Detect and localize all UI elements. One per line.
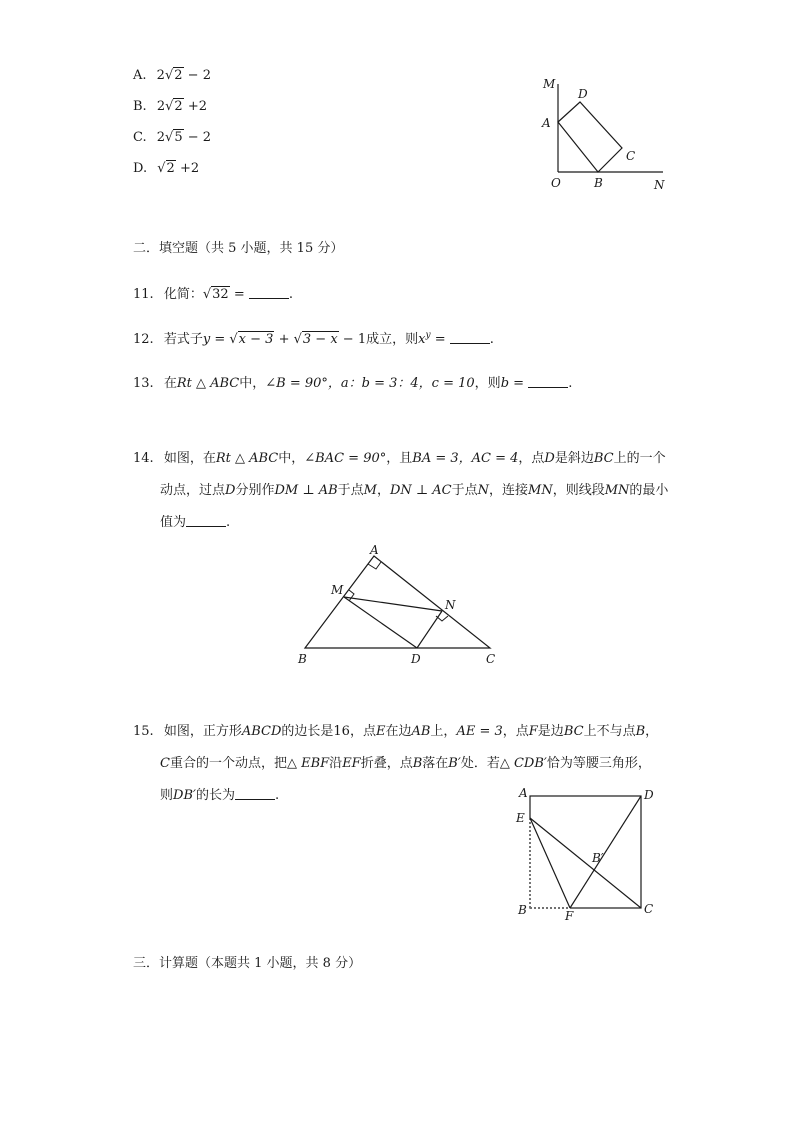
question-text: 沿 bbox=[329, 756, 343, 771]
question-text: 上的一个 bbox=[613, 451, 666, 466]
radicand: x − 3 bbox=[238, 332, 274, 347]
question-number: 11. bbox=[133, 287, 154, 302]
question-text: 是斜边 bbox=[554, 451, 594, 466]
math-expr: Rt △ ABC bbox=[215, 451, 279, 466]
section-2-title: 二．填空题（共 5 小题，共 15 分） bbox=[133, 241, 344, 256]
question-text: 落在 bbox=[422, 756, 449, 771]
radicand: 3 − x bbox=[302, 332, 338, 347]
sqrt-sign: √2 bbox=[164, 68, 183, 83]
question-14-line-2 bbox=[160, 479, 668, 498]
label-d: D bbox=[578, 87, 588, 101]
question-15-line-2 bbox=[160, 752, 651, 771]
answer-blank[interactable] bbox=[450, 331, 490, 344]
math-expr: ∠BAC = 90° bbox=[304, 451, 387, 466]
question-text: 中， bbox=[239, 376, 266, 391]
question-number: 15. bbox=[133, 724, 154, 739]
sqrt-sign: √32 bbox=[202, 287, 229, 302]
math-expr: BC bbox=[593, 451, 614, 466]
label-o: O bbox=[551, 176, 561, 190]
plus: + bbox=[274, 332, 294, 347]
option-d bbox=[133, 161, 199, 176]
figure-q14 bbox=[290, 542, 510, 672]
math-term: − 1 bbox=[338, 332, 367, 347]
question-text: 在 bbox=[163, 376, 177, 391]
label-c: C bbox=[644, 902, 654, 916]
segment-fd bbox=[570, 796, 641, 908]
question-text: 于点 bbox=[337, 483, 364, 498]
label-m: M bbox=[543, 77, 556, 91]
right-angle-a bbox=[368, 562, 381, 569]
math-expr: AE = 3 bbox=[456, 724, 503, 739]
sqrt-sign: √5 bbox=[165, 130, 183, 145]
radicand: 32 bbox=[212, 287, 229, 302]
label-a: A bbox=[519, 786, 528, 800]
option-rest: +2 bbox=[175, 161, 200, 176]
question-text: 处．若 bbox=[460, 756, 500, 771]
question-number: 14. bbox=[133, 451, 154, 466]
answer-blank[interactable] bbox=[235, 787, 275, 800]
segment-ef bbox=[530, 818, 570, 908]
label-a: A bbox=[542, 116, 551, 130]
label-c: C bbox=[486, 652, 496, 666]
question-text: ，则 bbox=[474, 376, 501, 391]
label-b-prime: B′ bbox=[592, 851, 604, 865]
right-angle-m bbox=[349, 590, 354, 601]
question-text: 的边长是16，点 bbox=[281, 724, 376, 739]
question-text: 成立，则 bbox=[366, 332, 419, 347]
question-11 bbox=[133, 283, 293, 302]
equals: = bbox=[430, 332, 450, 347]
period: . bbox=[226, 515, 231, 530]
math-expr: Rt △ ABC bbox=[176, 376, 240, 391]
label-e: E bbox=[516, 811, 525, 825]
question-text: ， bbox=[645, 724, 659, 739]
answer-blank[interactable] bbox=[249, 286, 289, 299]
math-expr: BC bbox=[563, 724, 584, 739]
option-rest: − 2 bbox=[183, 130, 212, 145]
math-var: y bbox=[202, 332, 211, 347]
option-rest: +2 bbox=[183, 99, 207, 114]
question-text: 中， bbox=[278, 451, 305, 466]
option-a bbox=[133, 68, 211, 83]
question-text: 是边 bbox=[537, 724, 564, 739]
question-text: 值为 bbox=[160, 515, 187, 530]
period: . bbox=[274, 788, 280, 803]
label-b: B bbox=[298, 652, 307, 666]
sqrt-sign: √2 bbox=[157, 161, 175, 176]
label-m: M bbox=[331, 583, 344, 597]
question-15-line-3 bbox=[160, 784, 279, 803]
option-radicand: 2 bbox=[166, 161, 175, 176]
question-text: 上不与点 bbox=[583, 724, 636, 739]
math-expr: DB′ bbox=[173, 788, 196, 803]
math-expr: EF bbox=[342, 756, 361, 771]
question-text: ，连接 bbox=[489, 483, 529, 498]
math-expr: B′ bbox=[448, 756, 461, 771]
math-expr: D bbox=[544, 451, 555, 466]
question-text: 分别作 bbox=[235, 483, 275, 498]
segment-mn bbox=[344, 597, 442, 611]
math-expr: D bbox=[225, 483, 236, 498]
math-expr: BA = 3，AC = 4 bbox=[412, 451, 519, 466]
period: . bbox=[568, 376, 573, 391]
answer-blank[interactable] bbox=[186, 514, 226, 527]
math-expr: MN bbox=[528, 483, 553, 498]
question-text: ，点 bbox=[502, 724, 529, 739]
question-text: 恰为等腰三角形， bbox=[546, 756, 651, 771]
question-text: 如图，正方形 bbox=[163, 724, 242, 739]
math-expr: DM ⊥ AB bbox=[274, 483, 338, 498]
option-c bbox=[133, 130, 211, 145]
label-a: A bbox=[370, 543, 379, 557]
sqrt-sign: √x − 3 bbox=[229, 332, 274, 347]
question-text: 若式子 bbox=[163, 332, 203, 347]
equals: = bbox=[210, 332, 230, 347]
question-text: 的最小 bbox=[629, 483, 669, 498]
question-text: 重合的一个动点，把 bbox=[169, 756, 287, 771]
math-expr: DN ⊥ AC bbox=[389, 483, 452, 498]
question-number: 13. bbox=[133, 376, 154, 391]
math-expr: C bbox=[160, 756, 170, 771]
sqrt-sign: √3 − x bbox=[293, 332, 338, 347]
segment-dm bbox=[344, 597, 417, 648]
math-expr: N bbox=[477, 483, 489, 498]
math-expr: △ CDB′ bbox=[499, 756, 547, 771]
option-radicand: 2 bbox=[174, 68, 183, 83]
math-expr: △ EBF bbox=[286, 756, 330, 771]
question-14-line-3 bbox=[160, 511, 230, 530]
math-expr: M bbox=[363, 483, 377, 498]
math-expr: F bbox=[528, 724, 538, 739]
option-label: C. bbox=[133, 130, 147, 145]
question-text: ，点 bbox=[518, 451, 545, 466]
label-n: N bbox=[445, 598, 456, 612]
math-expr: E bbox=[375, 724, 386, 739]
question-text: 如图，在 bbox=[163, 451, 216, 466]
option-rest: − 2 bbox=[183, 68, 211, 83]
period: . bbox=[288, 287, 293, 302]
question-text: ，且 bbox=[386, 451, 413, 466]
option-label: D. bbox=[133, 161, 148, 176]
option-radicand: 5 bbox=[174, 130, 183, 145]
figure-q10 bbox=[530, 72, 680, 197]
label-d: D bbox=[644, 788, 654, 802]
math-expr: B bbox=[635, 724, 646, 739]
math-expr: MN bbox=[604, 483, 630, 498]
question-text: 于点 bbox=[451, 483, 478, 498]
question-text: 化简： bbox=[163, 287, 203, 302]
label-n: N bbox=[654, 178, 665, 192]
equals: = bbox=[229, 287, 245, 302]
question-text: 折叠，点 bbox=[360, 756, 413, 771]
question-text: 则 bbox=[160, 788, 174, 803]
math-expr: AB bbox=[411, 724, 431, 739]
section-3-title: 三．计算题（本题共 1 小题，共 8 分） bbox=[133, 956, 362, 971]
rectangle-abcd bbox=[558, 102, 622, 172]
label-c: C bbox=[626, 149, 636, 163]
option-coef: 2 bbox=[156, 68, 165, 83]
option-coef: 2 bbox=[156, 99, 166, 114]
option-coef: 2 bbox=[156, 130, 166, 145]
question-text: 的长为 bbox=[195, 788, 235, 803]
label-d: D bbox=[411, 652, 421, 666]
option-b bbox=[133, 99, 207, 114]
math-expr: b = bbox=[500, 376, 525, 391]
question-12 bbox=[133, 328, 494, 347]
segment-eb-prime-c bbox=[530, 818, 641, 908]
question-text: 在边 bbox=[385, 724, 412, 739]
math-expr: ABCD bbox=[241, 724, 282, 739]
label-b: B bbox=[594, 176, 603, 190]
figure-q15 bbox=[508, 782, 658, 927]
option-label: B. bbox=[133, 99, 147, 114]
option-radicand: 2 bbox=[174, 99, 183, 114]
period: . bbox=[489, 332, 494, 347]
question-number: 12. bbox=[133, 332, 154, 347]
math-expr: ∠B = 90°，a：b = 3：4，c = 10 bbox=[265, 376, 475, 391]
answer-blank[interactable] bbox=[528, 375, 568, 388]
option-label: A. bbox=[133, 68, 147, 83]
math-var: x bbox=[418, 332, 426, 347]
label-f: F bbox=[565, 909, 574, 923]
math-expr: B bbox=[412, 756, 423, 771]
question-text: ，则线段 bbox=[552, 483, 605, 498]
square-abcd bbox=[530, 796, 641, 908]
question-text: 上， bbox=[430, 724, 457, 739]
segment-dn bbox=[417, 611, 442, 648]
question-14-line-1 bbox=[133, 447, 666, 466]
exponent: y bbox=[425, 330, 431, 341]
question-13 bbox=[133, 372, 572, 391]
label-b: B bbox=[518, 903, 527, 917]
question-text: 动点，过点 bbox=[160, 483, 226, 498]
question-15-line-1 bbox=[133, 720, 658, 739]
question-text: ， bbox=[376, 483, 390, 498]
sqrt-sign: √2 bbox=[165, 99, 183, 114]
